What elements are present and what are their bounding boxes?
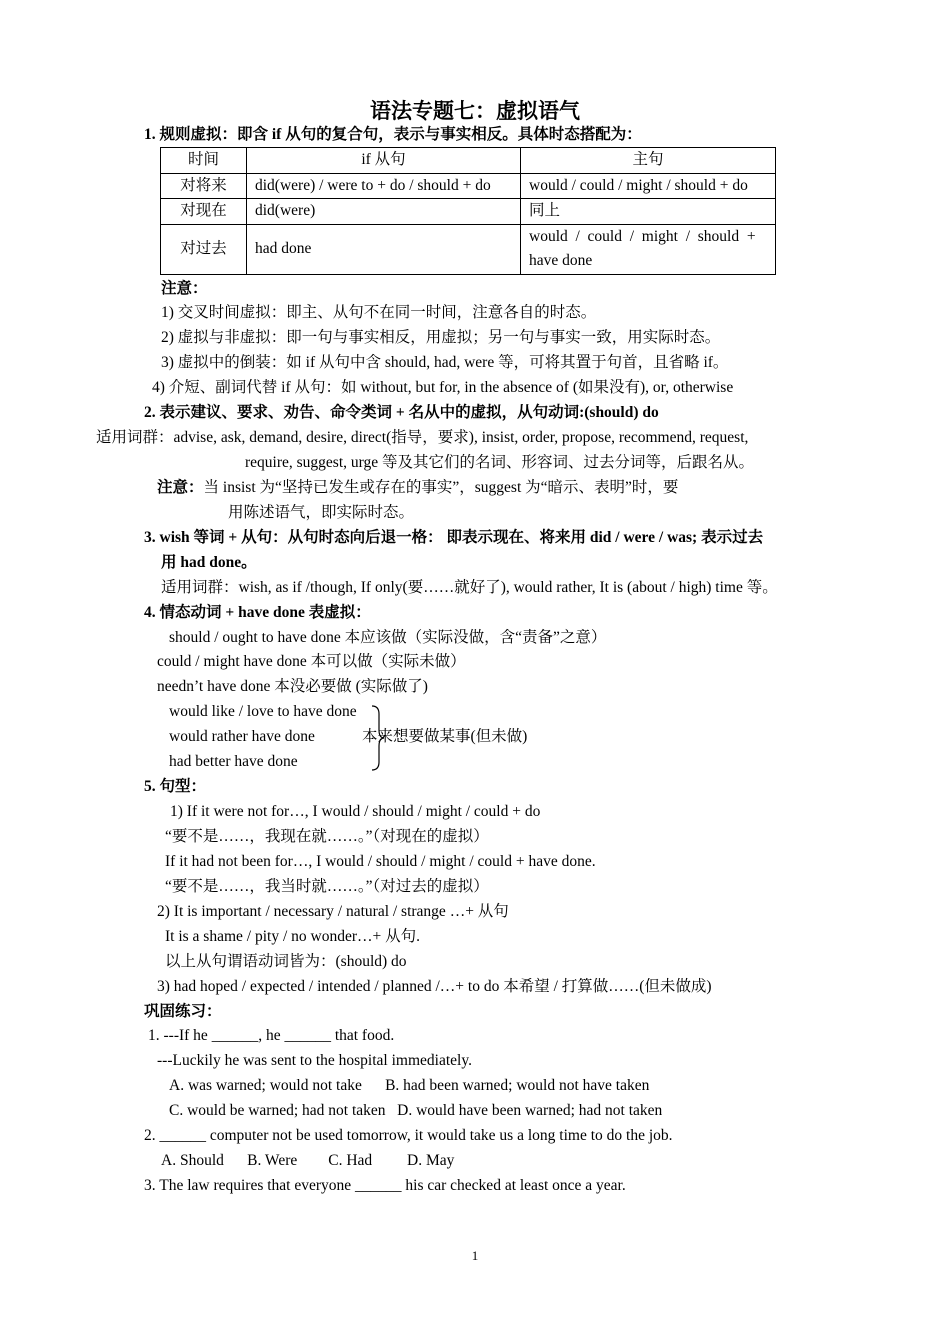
modal-line: needn’t have done 本没必要做 (实际做了) (157, 678, 428, 695)
table-cell: 对将来 (161, 173, 247, 199)
pattern-line: If it had not been for…, I would / should / might / could + have done. (165, 853, 596, 870)
pattern-line: 3) had hoped / expected / intended / planned /…+ to do 本希望 / 打算做……(但未做成) (157, 978, 712, 995)
pattern-line: It is a shame / pity / no wonder…+ 从句. (165, 928, 420, 945)
question: 1. ---If he ______, he ______ that food. (148, 1027, 395, 1044)
table-header-cell: 时间 (161, 148, 247, 174)
modal-line: had better have done (169, 753, 298, 770)
table-header-row (161, 148, 776, 174)
note-line (157, 478, 678, 498)
pattern-line: “要不是……，我当时就……。”（对过去的虚拟） (165, 878, 489, 895)
section-4-heading: 4. 情态动词 + have done 表虚拟： (144, 604, 371, 621)
table-cell (521, 224, 776, 274)
word-group: 适用词群：wish, as if /though, If only(要……就好了), would rather, It is (about / high) time 等。 (161, 579, 778, 596)
modal-line: would rather have done (169, 728, 315, 745)
modal-line: would like / love to have done (169, 703, 357, 720)
answer-options: A. Should B. Were C. Had D. May (161, 1152, 455, 1169)
note-text: 当 insist 为“坚持已发生或存在的事实”，suggest 为“暗示、表明”时，要 (203, 479, 679, 496)
pattern-line: 以上从句谓语动词皆为：(should) do (165, 953, 407, 970)
practice-heading: 巩固练习： (144, 1003, 222, 1020)
tense-table (160, 147, 776, 275)
answer-options: C. would be warned; had not taken D. would have been warned; had not taken (169, 1102, 663, 1119)
word-group: require, suggest, urge 等及其它们的名词、形容词、过去分词等，后跟名从。 (245, 454, 755, 471)
page-number: 1 (471, 1248, 479, 1263)
table-cell-line: would / could / might / should + (529, 227, 756, 245)
note-item: 3) 虚拟中的倒装：如 if 从句中含 should, had, were 等，可将其置于句首，且省略 if。 (161, 354, 729, 371)
section-3-heading-cont: 用 had done。 (161, 554, 257, 571)
section-3-heading: 3. wish 等词 + 从句：从句时态向后退一格： 即表示现在、将来用 did / were / was; 表示过去 (144, 529, 764, 546)
note-label: 注意： (157, 479, 204, 496)
table-cell: did(were) (247, 199, 521, 225)
table-row (161, 199, 776, 225)
table-row (161, 224, 776, 274)
modal-line: should / ought to have done 本应该做（实际没做，含“责备”之意） (169, 629, 607, 646)
table-cell: 对过去 (161, 224, 247, 274)
note-text: 用陈述语气，即实际时态。 (228, 504, 415, 521)
table-cell: did(were) / were to + do / should + do (247, 173, 521, 199)
pattern-line: 2) It is important / necessary / natural / strange …+ 从句 (157, 903, 509, 920)
table-header-cell: if 从句 (247, 148, 521, 174)
right-brace-icon (370, 704, 386, 772)
modal-meaning: 本来想要做某事(但未做) (362, 728, 528, 745)
question-line: ---Luckily he was sent to the hospital immediately. (157, 1052, 472, 1069)
table-cell: had done (247, 224, 521, 274)
answer-options: A. was warned; would not take B. had been warned; would not have taken (169, 1077, 650, 1094)
pattern-line: “要不是……，我现在就……。”（对现在的虚拟） (165, 828, 489, 845)
pattern-line: 1) If it were not for…, I would / should / might / could + do (170, 803, 541, 820)
note-item: 1) 交叉时间虚拟：即主、从句不在同一时间，注意各自的时态。 (161, 304, 597, 321)
note-item: 4) 介短、副词代替 if 从句：如 without, but for, in the absence of (如果没有), or, otherwise (152, 379, 734, 396)
table-cell: would / could / might / should + do (521, 173, 776, 199)
question: 3. The law requires that everyone ______ his car checked at least once a year. (144, 1177, 626, 1194)
section-2-heading: 2. 表示建议、要求、劝告、命令类词 + 名从中的虚拟，从句动词:(should) do (144, 404, 659, 421)
word-group: 适用词群：advise, ask, demand, desire, direct(指导，要求), insist, order, propose, recommend, request, (96, 429, 749, 446)
question: 2. ______ computer not be used tomorrow, it would take us a long time to do the job. (144, 1127, 673, 1144)
section-5-heading: 5. 句型： (144, 778, 207, 795)
table-header-cell: 主句 (521, 148, 776, 174)
modal-line: could / might have done 本可以做（实际未做） (157, 653, 466, 670)
table-cell: 同上 (521, 199, 776, 225)
note-item: 2) 虚拟与非虚拟：即一句与事实相反，用虚拟；另一句与事实一致，用实际时态。 (161, 329, 721, 346)
note-label: 注意： (161, 280, 208, 297)
page-title: 语法专题七：虚拟语气 (370, 99, 580, 123)
section-1-heading: 1. 规则虚拟：即含 if 从句的复合句，表示与事实相反。具体时态搭配为： (144, 126, 642, 143)
table-cell: 对现在 (161, 199, 247, 225)
table-cell-line: have done (529, 252, 593, 269)
table-row (161, 173, 776, 199)
